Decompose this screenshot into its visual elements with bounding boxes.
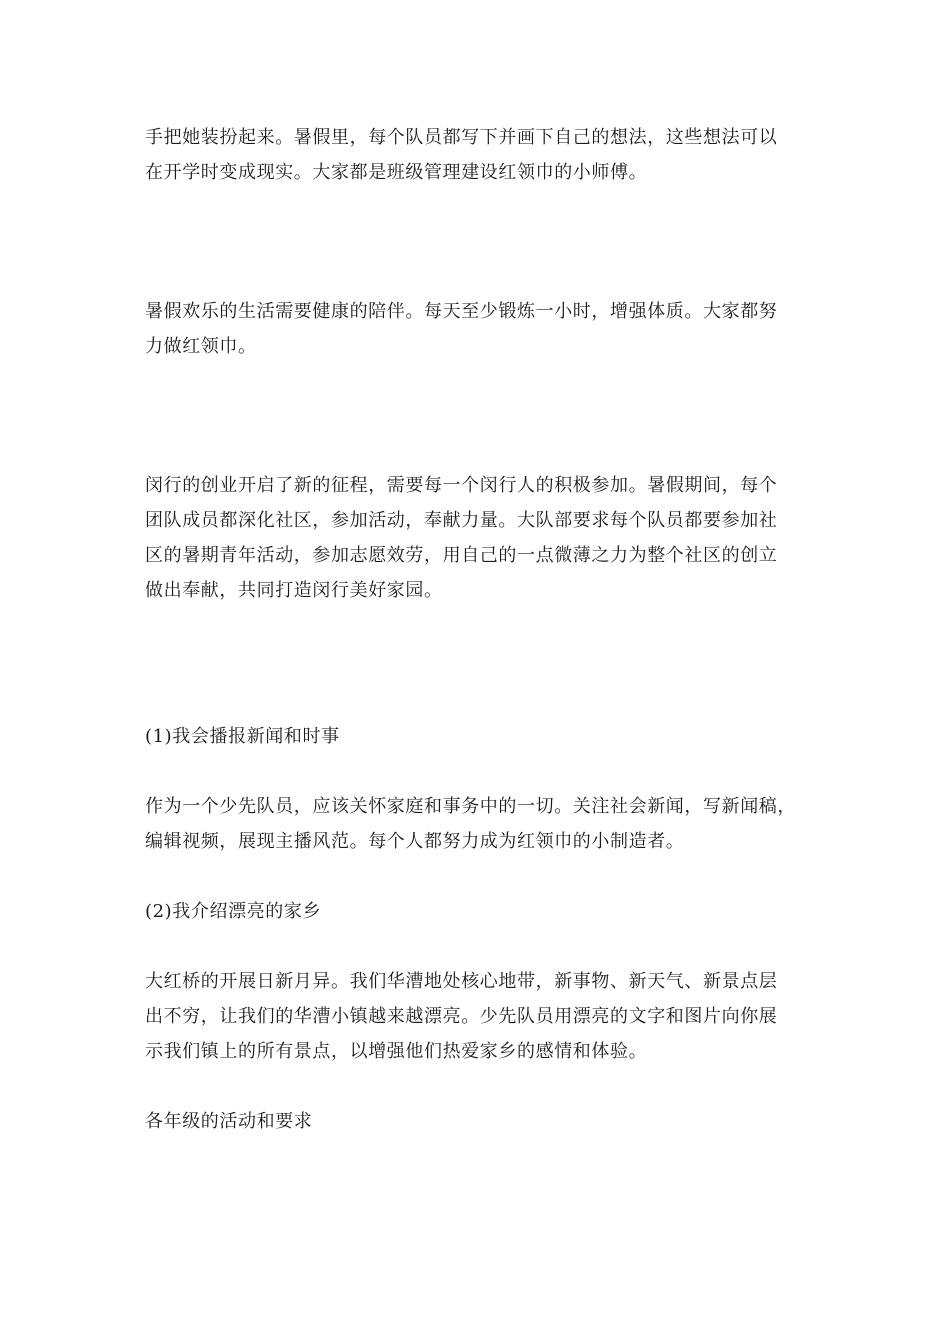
- section-heading-grades: 各年级的活动和要求: [145, 1111, 313, 1132]
- text-line: 闵行的创业开启了新的征程，需要每一个闵行人的积极参加。暑假期间，每个: [145, 475, 778, 496]
- text-line: 大红桥的开展日新月异。我们华漕地处核心地带，新事物、新天气、新景点层: [145, 971, 778, 992]
- paragraph-health: [145, 294, 810, 364]
- text-line: 团队成员都深化社区，参加活动，奉献力量。大队部要求每个队员都要参加社: [145, 510, 778, 531]
- section-heading-hometown: (2)我介绍漂亮的家乡: [145, 901, 322, 922]
- text-line: 暑假欢乐的生活需要健康的陪伴。每天至少锻炼一小时，增强体质。大家都努: [145, 301, 778, 322]
- text-line: 示我们镇上的所有景点，以增强他们热爱家乡的感情和体验。: [145, 1041, 648, 1062]
- text-line: 区的暑期青年活动，参加志愿效劳，用自己的一点微薄之力为整个社区的创立: [145, 545, 778, 566]
- paragraph-decorating: [145, 120, 810, 190]
- section-heading-news: (1)我会播报新闻和时事: [145, 726, 340, 747]
- text-line: 力做红领巾。: [145, 336, 257, 357]
- paragraph-news: [145, 789, 810, 859]
- text-line: 出不穷，让我们的华漕小镇越来越漂亮。少先队员用漂亮的文字和图片向你展: [145, 1006, 778, 1027]
- text-line: 编辑视频，展现主播风范。每个人都努力成为红领巾的小制造者。: [145, 831, 685, 852]
- paragraph-community: [145, 468, 810, 608]
- text-line: 在开学时变成现实。大家都是班级管理建设红领巾的小师傅。: [145, 162, 648, 183]
- text-line: 手把她装扮起来。暑假里，每个队员都写下并画下自己的想法，这些想法可以: [145, 127, 778, 148]
- text-line: 做出奉献，共同打造闵行美好家园。: [145, 580, 443, 601]
- paragraph-hometown: [145, 964, 810, 1069]
- text-line: 作为一个少先队员，应该关怀家庭和事务中的一切。关注社会新闻，写新闻稿，: [145, 796, 796, 817]
